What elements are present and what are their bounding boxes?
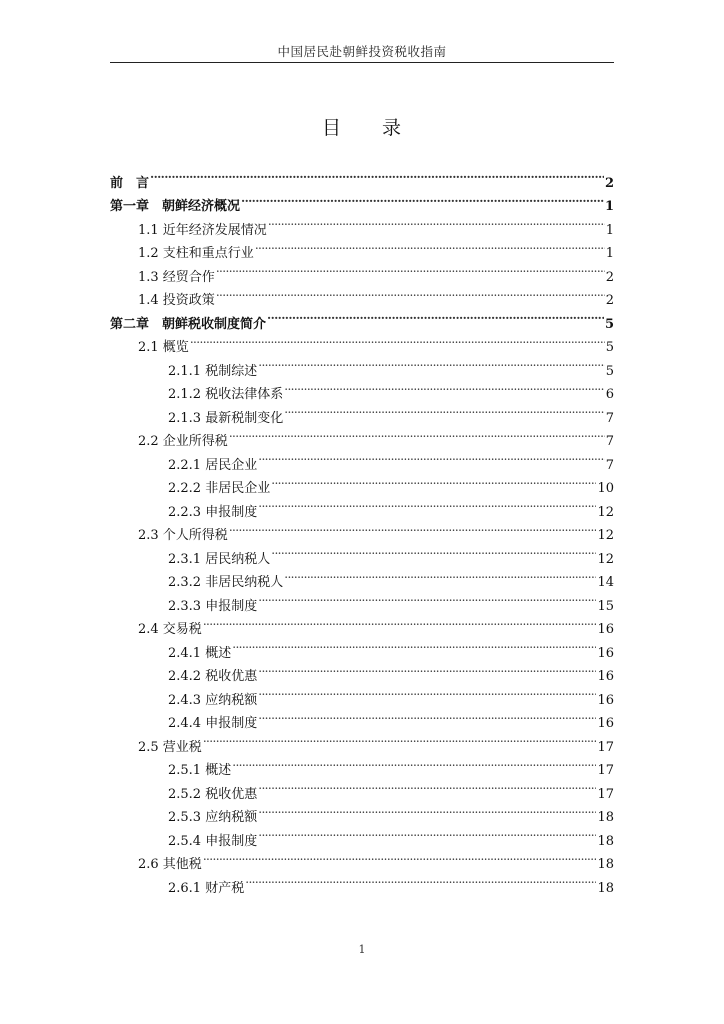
- toc-leader-dots: [258, 798, 596, 822]
- toc-leader-dots: [229, 516, 597, 540]
- toc-entry-label: 2.6.1 财产税: [168, 880, 245, 896]
- toc-leader-dots: [268, 210, 605, 234]
- toc-leader-dots: [203, 845, 597, 869]
- toc-leader-dots: [271, 539, 596, 563]
- toc-leader-dots: [258, 586, 596, 610]
- toc-leader-dots: [267, 304, 604, 328]
- toc-entry-label: 1.2 支柱和重点行业: [138, 246, 254, 261]
- toc-entry-label: 2.2.2 非居民企业: [168, 481, 271, 496]
- toc-entry[interactable]: [110, 163, 614, 191]
- toc-leader-dots: [258, 704, 596, 728]
- toc-entry-page: 7: [605, 457, 614, 473]
- toc-leader-dots: [203, 727, 597, 751]
- toc-leader-dots: [258, 351, 605, 375]
- toc-entry-page: 7: [605, 410, 614, 426]
- toc-leader-dots: [284, 398, 605, 422]
- toc-heading-part1: 目: [321, 117, 342, 139]
- page-number: 1: [358, 943, 366, 956]
- toc-entry-page: 12: [597, 528, 614, 543]
- toc-entry-label: 1.4 投资政策: [138, 293, 215, 308]
- toc-entry-page: 16: [597, 622, 614, 637]
- toc-entry-label: 前 言: [110, 175, 150, 191]
- toc-entry-label: 2.4.3 应纳税额: [168, 692, 258, 708]
- toc-entry-label: 2.5.4 申报制度: [168, 833, 258, 849]
- toc-entry-page: 18: [597, 857, 614, 872]
- table-of-contents: [110, 163, 614, 896]
- toc-entry-page: 14: [597, 575, 614, 590]
- toc-entry-page: 5: [604, 316, 614, 332]
- toc-leader-dots: [232, 751, 596, 775]
- toc-entry-page: 1: [605, 222, 614, 238]
- toc-entry[interactable]: [110, 187, 614, 214]
- toc-heading: [0, 113, 724, 140]
- toc-heading-part2: 录: [382, 117, 403, 139]
- toc-leader-dots: [258, 680, 596, 704]
- toc-entry-page: 6: [605, 387, 614, 402]
- toc-entry-label: 2.2.1 居民企业: [168, 457, 258, 473]
- toc-entry-page: 2: [605, 293, 614, 308]
- toc-entry-label: 2.1.1 税制综述: [168, 363, 258, 379]
- toc-entry-page: 18: [597, 880, 614, 896]
- toc-entry-label: 2.5.3 应纳税额: [168, 810, 258, 825]
- toc-entry-label: 2.5.2 税收优惠: [168, 786, 258, 802]
- toc-entry-label: 2.4.2 税收优惠: [168, 669, 258, 684]
- toc-leader-dots: [258, 657, 596, 681]
- toc-entry-label: 2.1 概览: [138, 340, 189, 355]
- toc-entry-label: 2.6 其他税: [138, 857, 202, 872]
- toc-entry-page: 5: [605, 340, 614, 355]
- toc-entry-label: 2.2.3 申报制度: [168, 504, 258, 520]
- toc-entry-page: 1: [605, 246, 614, 261]
- toc-entry-label: 1.3 经贸合作: [138, 269, 215, 285]
- toc-entry-label: 2.3.2 非居民纳税人: [168, 575, 284, 590]
- header-divider: [110, 62, 614, 63]
- toc-entry-page: 16: [597, 645, 614, 661]
- toc-entry-page: 16: [597, 669, 614, 684]
- toc-entry-page: 17: [597, 786, 614, 802]
- toc-leader-dots: [241, 187, 604, 211]
- toc-leader-dots: [216, 281, 605, 305]
- toc-entry-page: 2: [605, 269, 614, 285]
- toc-leader-dots: [203, 610, 597, 634]
- toc-entry-page: 18: [597, 810, 614, 825]
- toc-leader-dots: [284, 375, 605, 399]
- toc-leader-dots: [245, 868, 596, 892]
- toc-leader-dots: [190, 328, 605, 352]
- toc-entry-page: 12: [597, 504, 614, 520]
- toc-entry-page: 1: [604, 199, 614, 214]
- toc-leader-dots: [258, 445, 605, 469]
- toc-leader-dots: [216, 257, 605, 281]
- toc-entry-page: 10: [597, 481, 614, 496]
- toc-entry-page: 15: [597, 598, 614, 614]
- toc-entry-label: 2.2 企业所得税: [138, 434, 228, 449]
- toc-entry-label: 2.1.3 最新税制变化: [168, 410, 284, 426]
- toc-leader-dots: [150, 163, 604, 187]
- toc-entry-page: 17: [597, 739, 614, 755]
- toc-leader-dots: [258, 492, 596, 516]
- toc-leader-dots: [284, 563, 596, 587]
- toc-entry-label: 第一章 朝鲜经济概况: [110, 199, 241, 214]
- toc-entry-page: 12: [597, 551, 614, 567]
- toc-entry-label: 第二章 朝鲜税收制度简介: [110, 316, 267, 332]
- toc-entry-label: 2.4 交易税: [138, 622, 202, 637]
- toc-leader-dots: [271, 469, 596, 493]
- toc-leader-dots: [229, 422, 605, 446]
- toc-entry-page: 16: [597, 692, 614, 708]
- toc-entry-label: 2.3.1 居民纳税人: [168, 551, 271, 567]
- toc-entry-page: 5: [605, 363, 614, 379]
- toc-entry-label: 1.1 近年经济发展情况: [138, 222, 267, 238]
- toc-entry-label: 2.3 个人所得税: [138, 528, 228, 543]
- toc-entry-page: 18: [597, 833, 614, 849]
- toc-entry-label: 2.1.2 税收法律体系: [168, 387, 284, 402]
- toc-entry-page: 16: [597, 716, 614, 731]
- toc-entry-label: 2.5 营业税: [138, 739, 202, 755]
- toc-leader-dots: [258, 774, 596, 798]
- toc-entry-page: 17: [597, 763, 614, 778]
- toc-entry-label: 2.4.1 概述: [168, 645, 232, 661]
- toc-entry-label: 2.3.3 申报制度: [168, 598, 258, 614]
- toc-entry-label: 2.4.4 申报制度: [168, 716, 258, 731]
- toc-entry-page: 2: [604, 175, 614, 191]
- toc-entry-label: 2.5.1 概述: [168, 763, 232, 778]
- document-title: 中国居民赴朝鲜投资税收指南: [277, 44, 447, 59]
- toc-leader-dots: [258, 821, 596, 845]
- toc-leader-dots: [232, 633, 596, 657]
- toc-leader-dots: [255, 234, 605, 258]
- toc-entry-page: 7: [605, 434, 614, 449]
